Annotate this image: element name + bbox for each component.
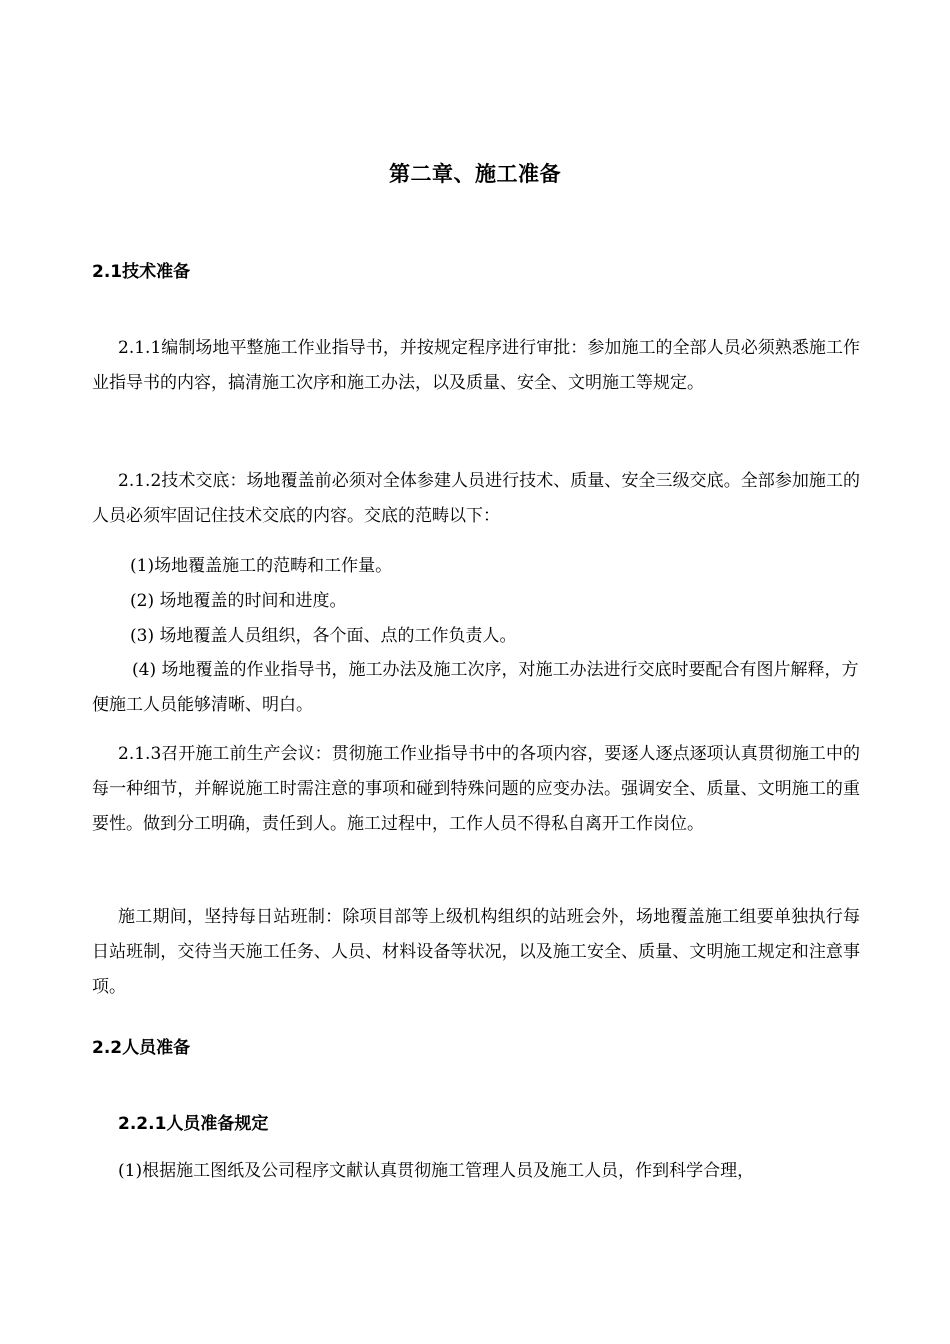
paragraph-2-1-2: 2.1.2技术交底：场地覆盖前必须对全体参建人员进行技术、质量、安全三级交底。全部参加施工的人员必须牢固记住技术交底的内容。交底的范畴以下： xyxy=(92,471,860,526)
list-item: (3) 场地覆盖人员组织，各个面、点的工作负责人。 xyxy=(130,626,517,646)
list-item: (1)场地覆盖施工的范畴和工作量。 xyxy=(130,556,393,576)
paragraph-2-2-1-1: (1)根据施工图纸及公司程序文献认真贯彻施工管理人员及施工人员，作到科学合理， xyxy=(118,1161,755,1181)
chapter-title: 第二章、施工准备 xyxy=(389,162,561,186)
list-item: (2) 场地覆盖的时间和进度。 xyxy=(130,591,347,611)
paragraph-daily-meeting: 施工期间，坚持每日站班制：除项目部等上级机构组织的站班会外，场地覆盖施工组要单独执行每日站班制，交待当天施工任务、人员、材料设备等状况，以及施工安全、质量、文明施工规定和注意事项。 xyxy=(92,907,860,997)
subsection-heading-2-2-1: 2.2.1人员准备规定 xyxy=(118,1114,269,1134)
section-heading-2-2: 2.2人员准备 xyxy=(92,1038,191,1058)
section-heading-2-1: 2.1技术准备 xyxy=(92,262,191,282)
paragraph-2-1-3: 2.1.3召开施工前生产会议：贯彻施工作业指导书中的各项内容，要逐人逐点逐项认真贯彻施工中的每一种细节，并解说施工时需注意的事项和碰到特殊问题的应变办法。强调安全、质量、文明施工的重要性。做到分工明确，责任到人。施工过程中，工作人员不得私自离开工作岗位。 xyxy=(92,744,860,834)
paragraph-2-1-1: 2.1.1编制场地平整施工作业指导书，并按规定程序进行审批：参加施工的全部人员必须熟悉施工作业指导书的内容，搞清施工次序和施工办法，以及质量、安全、文明施工等规定。 xyxy=(92,338,860,393)
list-item: (4) 场地覆盖的作业指导书，施工办法及施工次序，对施工办法进行交底时要配合有图片解释，方便施工人员能够清晰、明白。 xyxy=(92,660,859,715)
